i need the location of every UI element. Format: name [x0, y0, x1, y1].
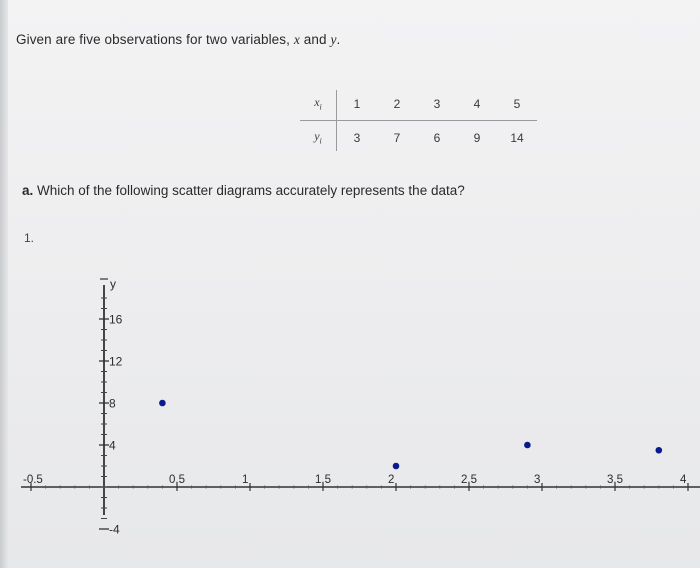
y-tick-label: 16: [109, 312, 123, 327]
y-tick-label: 8: [109, 396, 116, 411]
intro-end: .: [336, 32, 341, 47]
option-number[interactable]: 1.: [24, 231, 35, 245]
x-tick-label: 0.5: [169, 474, 185, 486]
data-point: [393, 463, 400, 470]
x-cell: 5: [497, 90, 537, 121]
and-text: and: [299, 32, 331, 47]
x-tick-label: 4: [680, 474, 687, 486]
part-a-text: Which of the following scatter diagrams accurately represents the data?: [33, 183, 465, 198]
y-cell: 9: [473, 130, 481, 145]
x-cell: 1: [337, 90, 378, 121]
x-cell: 3: [417, 90, 457, 121]
x-tick-label: 1: [242, 474, 249, 486]
data-point: [159, 400, 166, 407]
x-tick-label: 2.5: [461, 474, 477, 486]
x-tick-label: 3.5: [607, 474, 623, 486]
x-tick-label: 3: [534, 474, 541, 486]
x-cell: 2: [377, 90, 417, 121]
variable-x: x: [293, 32, 300, 47]
y-header: $y_i$: [300, 121, 337, 152]
y-cell: 6: [433, 130, 441, 145]
part-a-label: a.: [22, 183, 34, 198]
y-axis-label: y: [110, 277, 116, 291]
data-point: [656, 447, 663, 454]
intro-text: Given are five observations for two variables,: [16, 32, 294, 47]
y-cell: 14: [510, 130, 524, 145]
x-tick-label: 1.5: [315, 474, 331, 486]
variable-y: y: [330, 32, 337, 47]
y-tick-label: 4: [109, 438, 116, 453]
x-tick-label: 2: [388, 474, 395, 486]
x-cell: 4: [457, 90, 497, 121]
x-tick-label: -0.5: [23, 474, 43, 486]
y-tick-label: 12: [109, 354, 123, 369]
data-point: [524, 442, 531, 449]
x-header: $x_i$: [300, 90, 337, 121]
y-tick-label: -4: [109, 522, 120, 537]
y-cell: 3: [353, 130, 361, 145]
y-cell: 7: [393, 130, 401, 145]
